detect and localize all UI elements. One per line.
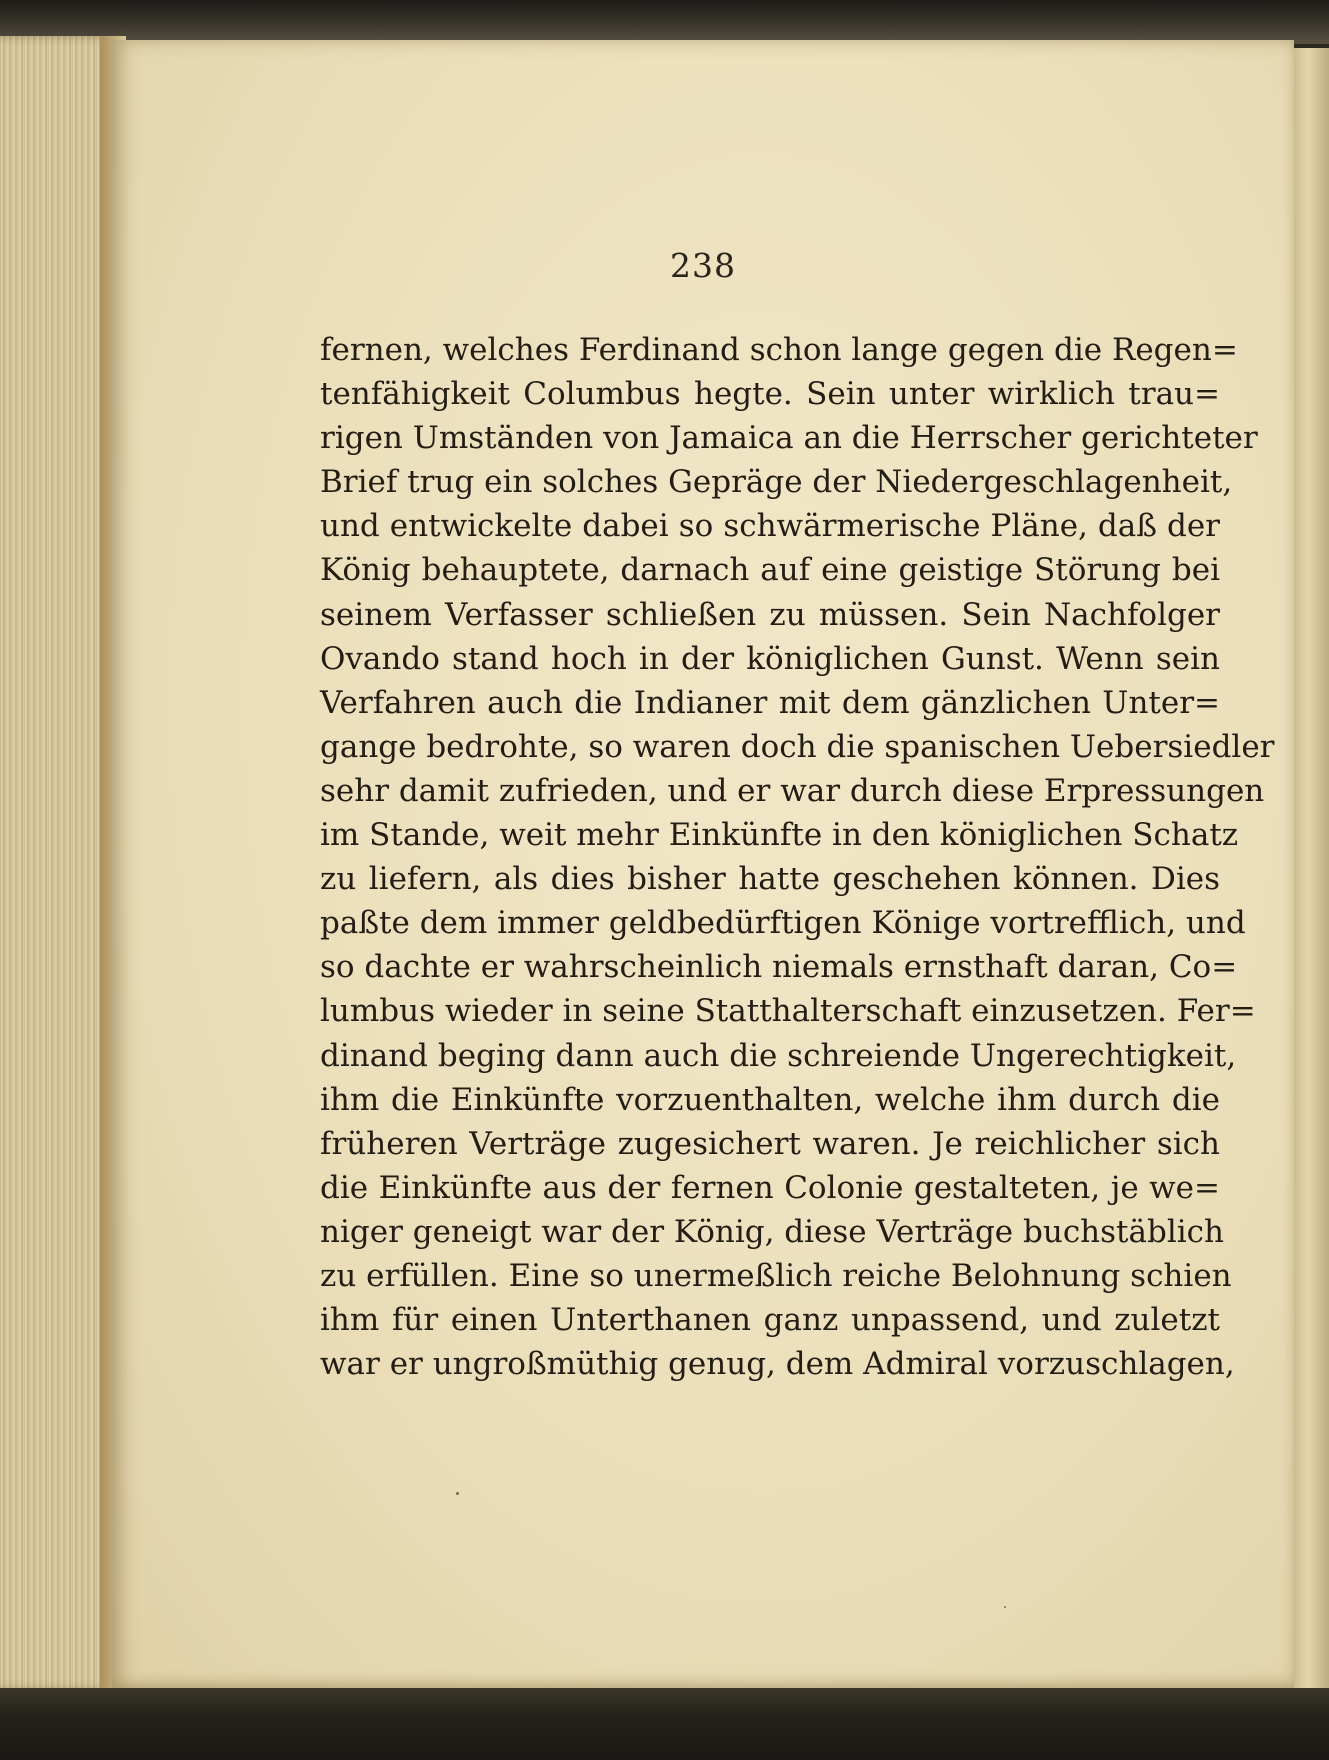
page-number: 238 (670, 246, 736, 285)
text-line: so dachte er wahrscheinlich niemals ernsthaft daran, Co= (320, 949, 1238, 986)
text-line: früheren Verträge zugesichert waren. Je reichlicher sich (320, 1125, 1220, 1162)
text-line: Ovando stand hoch in der königlichen Gunst. Wenn sein (320, 640, 1220, 677)
book-top-edge (0, 0, 1329, 44)
text-line: Brief trug ein solches Gepräge der Niedergeschlagenheit, (320, 464, 1233, 501)
text-line: die Einkünfte aus der fernen Colonie gestalteten, je we= (320, 1169, 1220, 1206)
text-line: sehr damit zufrieden, und er war durch diese Erpressungen (320, 772, 1265, 809)
text-line: ihm die Einkünfte vorzuenthalten, welche ihm durch die (320, 1081, 1220, 1118)
text-line: niger geneigt war der König, diese Verträge buchstäblich (320, 1213, 1224, 1250)
text-line: gange bedrohte, so waren doch die spanischen Uebersiedler (320, 728, 1275, 765)
body-text (320, 328, 1275, 1386)
right-page-edges (1290, 48, 1329, 1688)
text-line: zu liefern, als dies bisher hatte geschehen können. Dies (320, 861, 1220, 898)
text-line: dinand beging dann auch die schreiende Ungerechtigkeit, (320, 1037, 1237, 1074)
paper-speck (1004, 1606, 1006, 1608)
text-line: König behauptete, darnach auf eine geistige Störung bei (320, 552, 1220, 589)
text-line: Verfahren auch die Indianer mit dem gänzlichen Unter= (320, 684, 1220, 721)
text-line: tenfähigkeit Columbus hegte. Sein unter wirklich trau= (320, 376, 1220, 413)
book-bottom-edge (0, 1688, 1329, 1760)
text-line: lumbus wieder in seine Statthalterschaft einzusetzen. Fer= (320, 993, 1256, 1030)
text-line: fernen, welches Ferdinand schon lange gegen die Regen= (320, 332, 1238, 368)
text-line: im Stande, weit mehr Einkünfte in den königlichen Schatz (320, 817, 1239, 854)
text-line: ihm für einen Unterthanen ganz unpassend, und zuletzt (320, 1302, 1220, 1339)
text-line: seinem Verfasser schließen zu müssen. Sein Nachfolger (320, 596, 1220, 633)
text-line: zu erfüllen. Eine so unermeßlich reiche Belohnung schien (320, 1257, 1232, 1294)
text-line: paßte dem immer geldbedürftigen Könige vortrefflich, und (320, 905, 1246, 942)
text-line: und entwickelte dabei so schwärmerische Pläne, daß der (320, 508, 1220, 545)
paper-speck (456, 1492, 459, 1495)
text-line: rigen Umständen von Jamaica an die Herrscher gerichteter (320, 420, 1258, 457)
text-line: war er ungroßmüthig genug, dem Admiral vorzuschlagen, (320, 1346, 1235, 1383)
